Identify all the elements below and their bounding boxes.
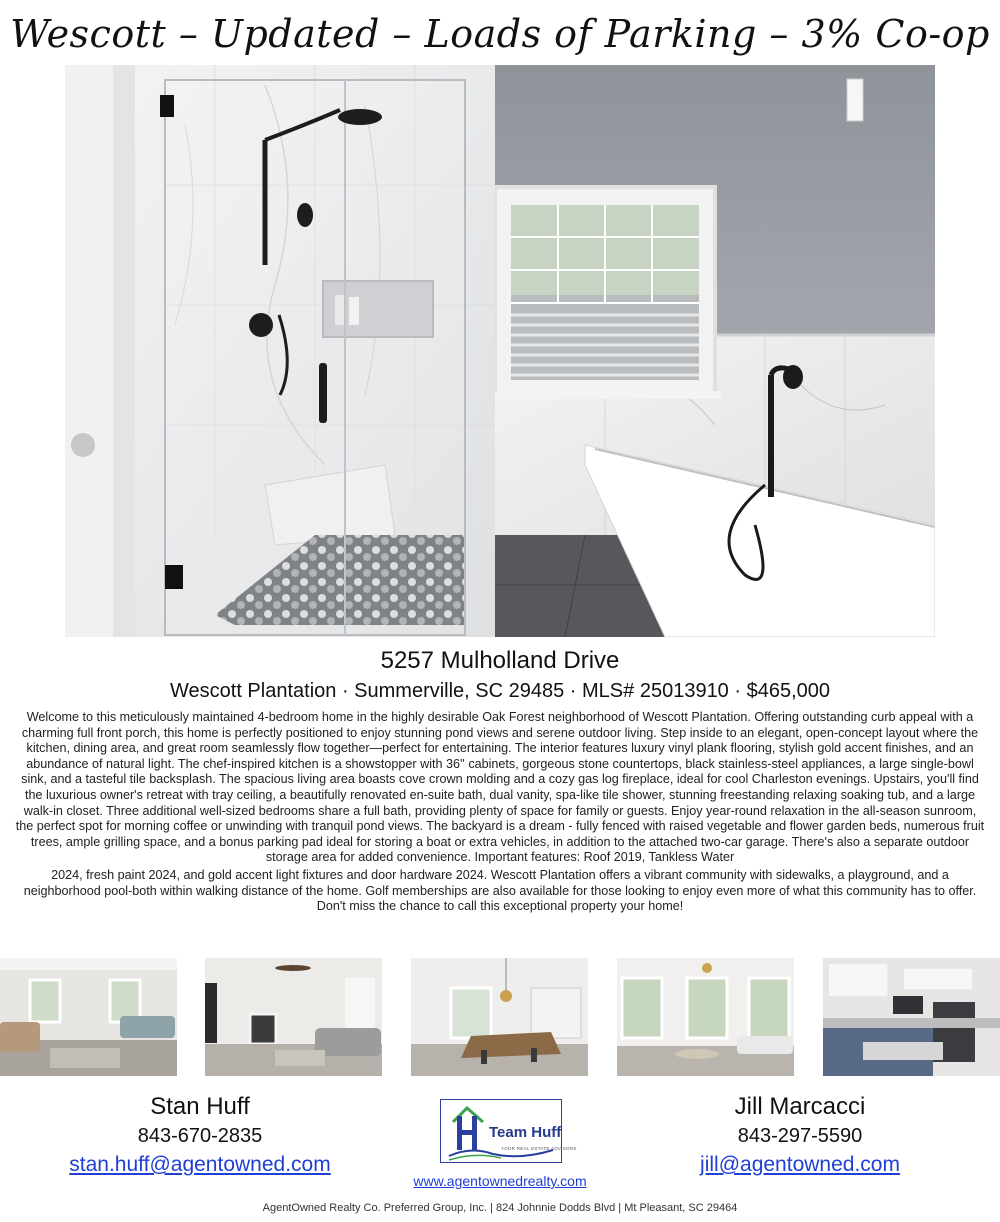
hero-photo-bathroom bbox=[65, 65, 935, 637]
thumbnail-dining-area bbox=[411, 958, 588, 1076]
agent-phone[interactable]: 843-297-5590 bbox=[737, 1125, 863, 1147]
logo-team-name: Team Huff bbox=[489, 1124, 562, 1141]
flyer-headline: Wescott – Updated – Loads of Parking – 3% Co-op bbox=[10, 12, 990, 56]
logo-tagline: YOUR REAL ESTATE ADVISORS bbox=[501, 1146, 577, 1151]
agent-email-link[interactable]: jill@agentowned.com bbox=[700, 1153, 900, 1176]
thumbnail-kitchen bbox=[823, 958, 1000, 1076]
brokerage-footer: AgentOwned Realty Co. Preferred Group, Inc. | 824 Johnnie Dodds Blvd | Mt Pleasant, SC 29464 bbox=[262, 1202, 738, 1214]
description-paragraph: 2024, fresh paint 2024, and gold accent light fixtures and door hardware 2024. Wescott Plantation offers a vibrant community with sidewalks, a playground, and a neighborhood pool-both within walking distance of the home. Golf memberships are also available for those looking to enjoy even more of what this community has to offer. Don't miss the chance to call this exceptional property your home! bbox=[23, 867, 977, 914]
thumbnail-living-room bbox=[0, 958, 177, 1076]
agent-card-jill-marcacci bbox=[640, 1092, 960, 1179]
website-link[interactable]: www.agentownedrealty.com bbox=[413, 1173, 587, 1189]
property-address: 5257 Mulholland Drive bbox=[380, 647, 620, 674]
thumbnail-great-room-fireplace bbox=[205, 958, 382, 1076]
agent-phone[interactable]: 843-670-2835 bbox=[137, 1125, 263, 1147]
property-location-mls-price: Wescott Plantation · Summerville, SC 29485 · MLS# 25013910 · $465,000 bbox=[170, 680, 830, 702]
agent-email-link[interactable]: stan.huff@agentowned.com bbox=[69, 1153, 331, 1176]
agent-name: Jill Marcacci bbox=[734, 1093, 866, 1120]
agent-card-stan-huff bbox=[40, 1092, 360, 1179]
agent-name: Stan Huff bbox=[150, 1093, 250, 1120]
property-description bbox=[14, 710, 986, 915]
photo-gallery-strip bbox=[0, 958, 1000, 1076]
team-huff-logo bbox=[440, 1099, 577, 1163]
thumbnail-sunroom bbox=[617, 958, 794, 1076]
description-paragraph: Welcome to this meticulously maintained 4-bedroom home in the highly desirable Oak Forest neighborhood of Wescott Plantation. Offering outstanding curb appeal with a charming full front porch, this home is perfectly positioned to enjoy stunning pond views and serene outdoor living. Step inside to an elegant, open-concept layout where the kitchen, dining area, and great room seamlessly flow together—perfect for entertaining. The interior features luxury vinyl plank flooring, stylish gold accent finishes, and an abundance of natural light. The chef-inspired kitchen is a showstopper with 36'' cabinets, gorgeous stone countertops, black stainless-steel appliances, a large single-bowl sink, and a tasteful tile backsplash. The spacious living area boasts cove crown molding and a cozy gas log fireplace, ideal for cool Charleston evenings. Upstairs, you'll find the luxurious owner's retreat with tray ceiling, a beautifully renovated en-suite bath, dual vanity, spa-like tile shower, stunning freestanding relaxing soaking tub, and a large walk-in closet. Three additional well-sized bedrooms share a full bath, providing plenty of space for family or guests. Enjoy year-round relaxation in the all-season sunroom, the perfect spot for morning coffee or unwinding with tranquil pond views. The backyard is a dream - fully fenced with raised vegetable and flower garden beds, numerous fruit trees, ample grilling space, and a bonus parking pad ideal for storing a boat or extra vehicles, in addition to the attached two-car garage. There's also a separate outdoor storage area for added convenience. Important features: Roof 2019, Tankless Water bbox=[15, 710, 985, 865]
